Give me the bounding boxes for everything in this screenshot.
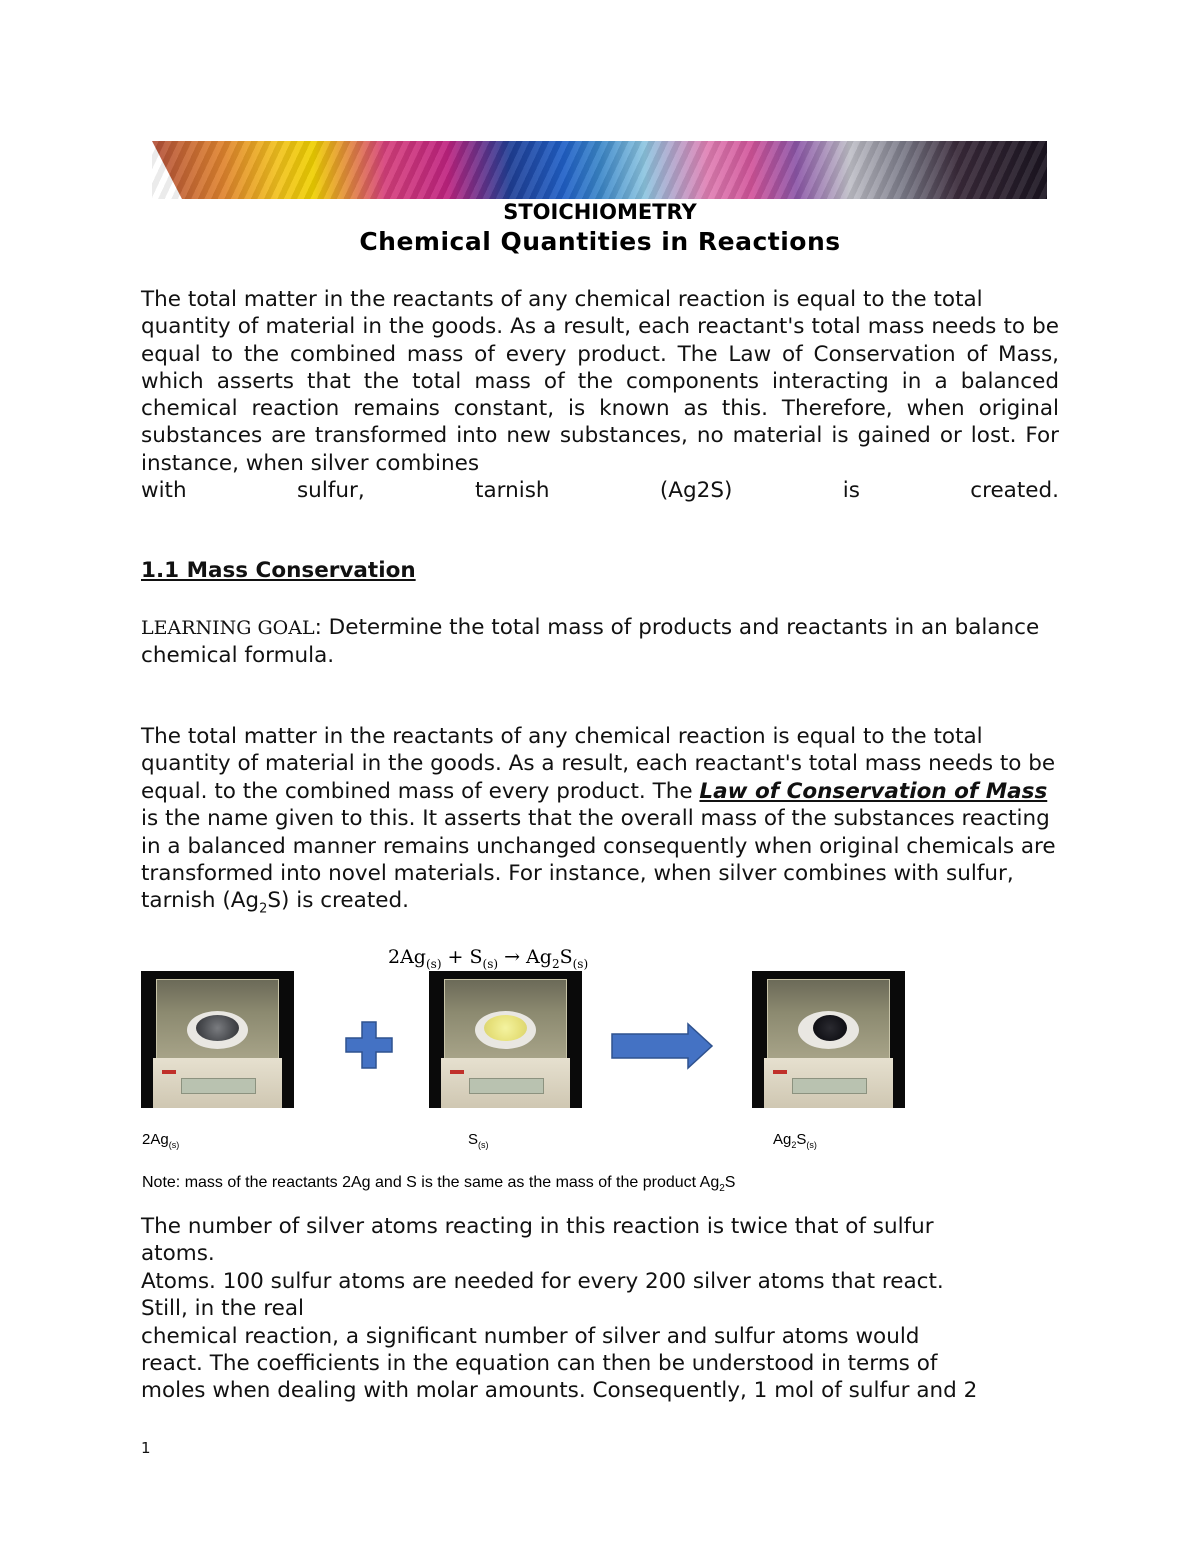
closing-line: atoms. [141, 1241, 215, 1267]
page-number: 1 [141, 1439, 151, 1457]
learning-goal [141, 614, 1071, 670]
eq-state: (s) [572, 956, 589, 971]
body-paragraph [141, 723, 1071, 923]
balance-display [792, 1078, 867, 1094]
intro-line: The total matter in the reactants of any chemical reaction is equal to the total [141, 287, 983, 312]
learning-goal-label: LEARNING GOAL [141, 617, 315, 639]
note-subscript: 2 [719, 1183, 725, 1195]
silver-on-balance-photo [141, 971, 294, 1108]
body-text: The total matter in the reactants of any chemical reaction is equal to the total quantity of material in the goods. As a result, each reactant's total mass needs to be equal. to the combined mass of every product. The [141, 724, 1056, 804]
caption-subscript: 2 [791, 1140, 797, 1150]
page-title: STOICHIOMETRY [503, 200, 697, 224]
silver-sample [196, 1015, 239, 1041]
figure-note [142, 1174, 735, 1194]
caption-text: S [796, 1131, 807, 1148]
right-arrow-icon [610, 1022, 714, 1070]
intro-line: with sulfur, tarnish (Ag2S) is created. [141, 478, 1059, 504]
silver-sulfide-on-balance-photo [752, 971, 905, 1108]
caption-subscript: (s) [806, 1140, 817, 1150]
eq-reactant-1: 2Ag [388, 946, 426, 968]
intro-line: quantity of material in the goods. As a result, each reactant's total mass needs to be equal to the combined mass of every product. The Law of Conservation of Mass, which asserts that the total mass of the components interacting in a balanced chemical reaction remains constant, is known as this. Therefore, when original substances are transformed into new substances, no material is gained or lost. For instance, when silver combines [141, 314, 1059, 476]
balance-display [469, 1078, 544, 1094]
closing-line: moles when dealing with molar amounts. Consequently, 1 mol of sulfur and 2 [141, 1378, 978, 1404]
sulfur-on-balance-photo [429, 971, 582, 1108]
caption-text: S [468, 1131, 479, 1148]
eq-state: (s) [425, 956, 442, 971]
section-heading: 1.1 Mass Conservation [141, 558, 416, 583]
subscript: 2 [259, 901, 268, 917]
balance-display [181, 1078, 256, 1094]
law-term-link[interactable]: Law of Conservation of Mass [699, 778, 1048, 804]
closing-paragraph [141, 1213, 1071, 1405]
body-text: S) is created. [267, 888, 409, 914]
intro-paragraph [141, 286, 1059, 504]
eq-product-s: S [559, 946, 573, 968]
caption-subscript: (s) [168, 1140, 180, 1150]
body-text: is the name given to this. It asserts that the overall mass of the substances reacting in a balanced manner remains unchanged consequently when original chemicals are transformed into novel materials. For instance, when silver combines with sulfur, tarnish (Ag [141, 806, 1056, 914]
caption-silver-sulfide [773, 1131, 817, 1150]
eq-product: → Ag [498, 946, 552, 968]
eq-subscript: 2 [551, 956, 560, 971]
balance-logo [450, 1070, 464, 1074]
caption-text: 2Ag [142, 1131, 169, 1148]
banner-corner [152, 141, 182, 199]
header-banner-image [152, 141, 1047, 199]
sulfur-sample [484, 1015, 527, 1041]
closing-line: Still, in the real [141, 1296, 304, 1322]
eq-reactant-2: + S [441, 946, 483, 968]
eq-state: (s) [482, 956, 499, 971]
note-label: Note: [142, 1174, 181, 1191]
caption-silver [142, 1131, 179, 1150]
closing-line: Atoms. 100 sulfur atoms are needed for every 200 silver atoms that react. [141, 1268, 944, 1294]
closing-line: react. The coefficients in the equation can then be understood in terms of [141, 1351, 938, 1377]
silver-sulfide-sample [813, 1015, 847, 1041]
note-text: mass of the reactants 2Ag and S is the same as the mass of the product Ag [180, 1174, 720, 1191]
note-text-end: S [724, 1174, 736, 1191]
reaction-equation [388, 946, 588, 971]
balance-logo [773, 1070, 787, 1074]
balance-logo [162, 1070, 176, 1074]
closing-line: chemical reaction, a significant number of silver and sulfur atoms would [141, 1323, 920, 1349]
caption-text: Ag [773, 1131, 792, 1148]
page-subtitle: Chemical Quantities in Reactions [359, 227, 841, 256]
plus-icon [344, 1020, 394, 1070]
closing-line: The number of silver atoms reacting in this reaction is twice that of sulfur [141, 1214, 934, 1239]
caption-subscript: (s) [478, 1140, 489, 1150]
caption-sulfur [468, 1131, 489, 1150]
learning-goal-text: : Determine the total mass of products and reactants in an balance chemical formula. [141, 615, 1040, 668]
